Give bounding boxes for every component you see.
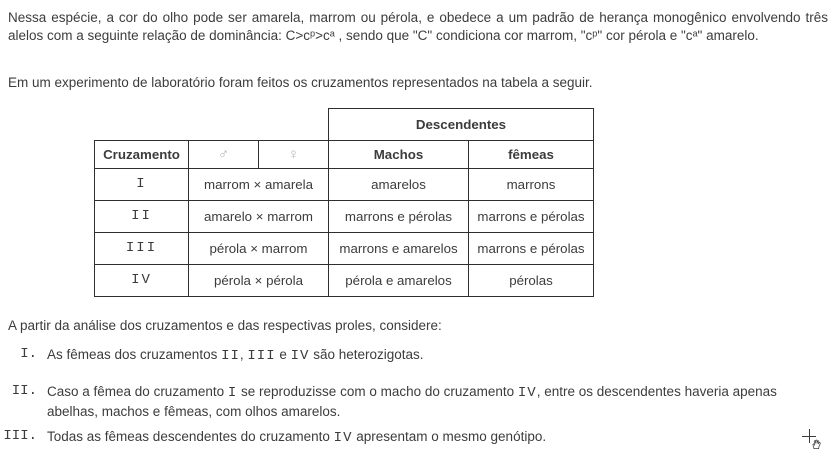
cross-parents-cell: pérola × pérola	[189, 265, 329, 297]
statement-text-segment: , entre os descendentes haveria apenas abelhas, machos e fêmeas, com olhos amarelos.	[47, 384, 777, 419]
cross-machos-cell: pérola e amarelos	[329, 265, 469, 297]
cross-machos-cell: marrons e amarelos	[329, 233, 469, 265]
female-symbol-icon: ♀	[259, 141, 329, 169]
cross-parents-cell: pérola × marrom	[189, 233, 329, 265]
table-row-descendentes	[95, 109, 594, 141]
statement-text-segment: Todas as fêmeas descendentes do cruzamento	[47, 429, 334, 444]
roman-numeral-ref: IV	[333, 430, 353, 446]
roman-numeral-ref: IV	[517, 385, 537, 401]
table-header-cruzamento: Cruzamento	[95, 141, 189, 169]
statement-1-label: I.	[20, 346, 37, 362]
cross-id-cell: IV	[95, 265, 189, 297]
statement-text-segment: Caso a fêmea do cruzamento	[47, 384, 228, 399]
cross-id-cell: I	[95, 169, 189, 201]
crosshair-hand-cursor-icon	[802, 429, 826, 453]
table-row	[95, 201, 594, 233]
table-row	[95, 265, 594, 297]
statement-3	[0, 428, 830, 448]
statement-text-segment: ,	[239, 347, 248, 362]
cross-femeas-cell: marrons	[469, 169, 594, 201]
statement-2-text	[47, 383, 819, 420]
statement-3-label: III.	[3, 428, 37, 444]
statement-text-segment: são heterozigotas.	[309, 347, 424, 362]
male-symbol-icon: ♂	[189, 141, 259, 169]
cross-id-cell: II	[95, 201, 189, 233]
cross-femeas-cell: marrons e pérolas	[469, 201, 594, 233]
cross-machos-cell: amarelos	[329, 169, 469, 201]
cross-machos-cell: marrons e pérolas	[329, 201, 469, 233]
crossings-table	[94, 108, 594, 297]
table-empty-corner	[95, 109, 329, 141]
roman-numeral-ref: II	[221, 348, 240, 364]
statement-2	[0, 383, 830, 420]
statement-text-segment: e	[275, 347, 291, 362]
cross-femeas-cell: pérolas	[469, 265, 594, 297]
table-row	[95, 233, 594, 265]
consider-intro-line: A partir da análise dos cruzamentos e das respectivas proles, considere:	[8, 318, 442, 333]
statement-3-text	[47, 428, 819, 448]
statement-1	[0, 346, 830, 366]
statement-text-segment: As fêmeas dos cruzamentos	[47, 347, 222, 362]
statement-text-segment: se reproduzisse com o macho do cruzamento	[237, 384, 518, 399]
cross-parents-cell: amarelo × marrom	[189, 201, 329, 233]
experiment-paragraph: Em um experimento de laboratório foram feitos os cruzamentos representados na tabela a seguir.	[8, 75, 593, 90]
table-row	[95, 169, 594, 201]
table-header-femeas: fêmeas	[469, 141, 594, 169]
roman-numeral-ref: IV	[290, 348, 310, 364]
cross-id-cell: III	[95, 233, 189, 265]
cross-parents-cell: marrom × amarela	[189, 169, 329, 201]
intro-paragraph: Nessa espécie, a cor do olho pode ser amarela, marrom ou pérola, e obedece a um padrão de herança monogênico envolvendo três alelos com a seguinte relação de dominância: C>cᵖ>cᵃ , sendo que "C" condiciona cor marrom, "cᵖ" cor pérola e "cᵃ" amarelo.	[8, 10, 828, 43]
table-header-row	[95, 141, 594, 169]
statement-2-label: II.	[11, 383, 37, 399]
roman-numeral-ref: I	[227, 385, 238, 401]
table-header-descendentes: Descendentes	[329, 109, 594, 141]
roman-numeral-ref: III	[247, 348, 276, 364]
statement-1-text	[47, 346, 819, 366]
hand-icon	[810, 437, 823, 450]
cross-femeas-cell: marrons e pérolas	[469, 233, 594, 265]
table-header-machos: Machos	[329, 141, 469, 169]
statement-text-segment: apresentam o mesmo genótipo.	[352, 429, 547, 444]
